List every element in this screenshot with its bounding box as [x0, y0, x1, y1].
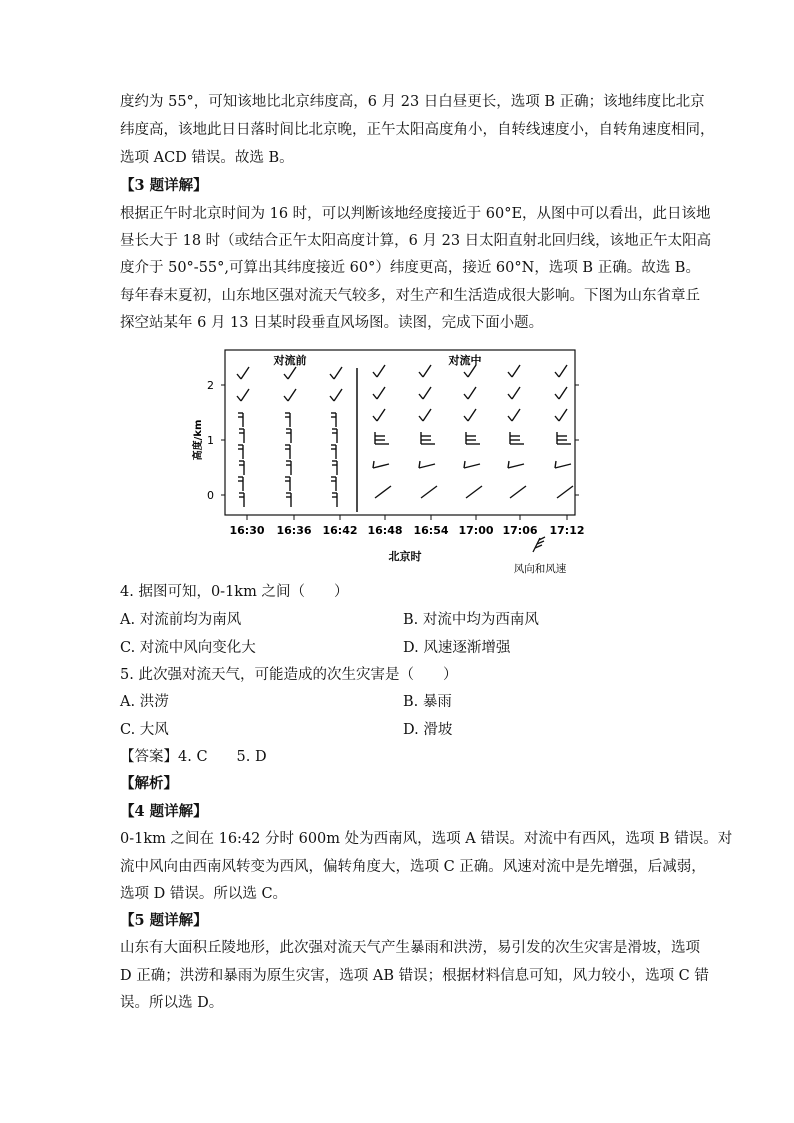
section-heading-q5: 【5 题详解】: [120, 912, 208, 929]
text-line: 探空站某年 6 月 13 日某时段垂直风场图。读图，完成下面小题。: [120, 315, 544, 331]
wind-barb-stroke: [377, 387, 385, 399]
x-tick-label: 16:36: [276, 524, 312, 537]
x-ticks: [247, 515, 567, 520]
x-tick-label: 16:48: [367, 524, 403, 537]
wind-barb-stroke: [559, 387, 567, 399]
wind-barb-stroke: [423, 365, 431, 377]
x-tick-label: 16:30: [229, 524, 265, 537]
wind-barb-stroke: [512, 365, 520, 377]
wind-barb-stroke: [508, 372, 512, 377]
wind-barb-stroke: [464, 461, 465, 468]
wind-barb-stroke: [464, 416, 468, 421]
wind-profile-figure: [190, 340, 610, 580]
wind-barb-stroke: [241, 389, 249, 401]
wind-barb-stroke: [419, 372, 423, 377]
wind-barb-stroke: [288, 367, 296, 379]
x-axis-label: 北京时: [388, 550, 422, 563]
wind-barb-stroke: [464, 464, 480, 468]
text-line: D 正确；洪涝和暴雨为原生灾害，选项 AB 错误；根据材料信息可知，风力较小，选项 C 错: [120, 968, 709, 984]
analysis-heading: 【解析】: [120, 775, 178, 792]
text-line: 选项 D 错误。所以选 C。: [120, 886, 288, 902]
wind-barb-stroke: [423, 409, 431, 421]
q5-option-a: A. 洪涝: [120, 694, 169, 710]
wind-barb-stroke: [423, 387, 431, 399]
wind-barb-stroke: [334, 389, 342, 401]
text-line: 山东有大面积丘陵地形，此次强对流天气产生暴雨和洪涝，易引发的次生灾害是滑坡，选项: [120, 940, 700, 956]
wind-barb-stroke: [375, 486, 391, 498]
question-5-stem: 5. 此次强对流天气，可能造成的次生灾害是（ ）: [120, 667, 458, 683]
wind-barb-stroke: [373, 464, 389, 468]
text-line: 纬度高，该地此日日落时间比北京晚，正午太阳高度角小，自转线速度小，自转角速度相同，: [120, 122, 715, 138]
wind-barb-stroke: [288, 389, 296, 401]
q4-option-a: A. 对流前均为南风: [120, 612, 242, 628]
wind-barb-stroke: [508, 464, 524, 468]
wind-barb-stroke: [555, 464, 571, 468]
wind-barb-stroke: [373, 372, 377, 377]
wind-barb-stroke: [468, 387, 476, 399]
section-heading-q3: 【3 题详解】: [120, 177, 208, 194]
x-tick-label: 16:54: [413, 524, 449, 537]
text-line: 每年春末夏初，山东地区强对流天气较多，对生产和生活造成很大影响。下图为山东省章丘: [120, 288, 700, 304]
wind-barb-stroke: [373, 394, 377, 399]
wind-barb-stroke: [559, 409, 567, 421]
wind-barb-stroke: [559, 365, 567, 377]
wind-barb-stroke: [555, 416, 559, 421]
text-line: 流中风向由西南风转变为西风，偏转角度大，选项 C 正确。风速对流中是先增强，后减弱，: [120, 859, 706, 875]
wind-barb-stroke: [508, 461, 509, 468]
wind-barb-stroke: [512, 409, 520, 421]
wind-barb-stroke: [373, 461, 374, 468]
x-tick-label: 17:00: [458, 524, 494, 537]
q5-option-c: C. 大风: [120, 722, 169, 738]
wind-barb-stroke: [373, 416, 377, 421]
x-tick-label: 17:12: [549, 524, 585, 537]
q4-option-b: B. 对流中均为西南风: [403, 612, 539, 628]
wind-barb-stroke: [377, 365, 385, 377]
wind-barb-stroke: [284, 396, 288, 401]
wind-barb-stroke: [508, 416, 512, 421]
q5-option-d: D. 滑坡: [403, 722, 453, 738]
y-tick-label: 2: [207, 379, 214, 392]
wind-barb-stroke: [555, 461, 556, 468]
label-before: 对流前: [273, 354, 307, 367]
legend-label: 风向和风速: [513, 563, 567, 575]
wind-barbs: [237, 365, 573, 507]
section-heading-q4: 【4 题详解】: [120, 803, 208, 820]
x-tick-label: 17:06: [502, 524, 538, 537]
wind-barb-stroke: [555, 372, 559, 377]
wind-barb-stroke: [419, 416, 423, 421]
wind-barb-stroke: [241, 367, 249, 379]
wind-barb-stroke: [557, 486, 573, 498]
wind-barb-stroke: [334, 367, 342, 379]
y-axis-label: 高度/km: [193, 419, 204, 461]
text-line: 误。所以选 D。: [120, 995, 224, 1011]
y-tick-label: 0: [207, 489, 214, 502]
wind-barb-stroke: [468, 409, 476, 421]
wind-barb-stroke: [508, 394, 512, 399]
wind-barb-stroke: [419, 461, 420, 468]
wind-barb-stroke: [512, 387, 520, 399]
wind-barb-stroke: [510, 486, 526, 498]
text-line: 度介于 50°-55°,可算出其纬度接近 60°）纬度更高，接近 60°N，选项 B 正确。故选 B。: [120, 260, 700, 276]
text-line: 0-1km 之间在 16:42 分时 600m 处为西南风，选项 A 错误。对流中有西风，选项 B 错误。对: [120, 831, 733, 847]
wind-barb-stroke: [466, 486, 482, 498]
wind-barb-stroke: [419, 394, 423, 399]
question-4-stem: 4. 据图可知，0-1km 之间（ ）: [120, 584, 349, 600]
text-line: 选项 ACD 错误。故选 B。: [120, 150, 294, 166]
wind-barb-stroke: [377, 409, 385, 421]
wind-barb-stroke: [555, 394, 559, 399]
text-line: 度约为 55°，可知该地比北京纬度高，6 月 23 日白昼更长，选项 B 正确；该地纬度比北京: [120, 94, 705, 110]
wind-barb-stroke: [237, 374, 241, 379]
y-tick-label: 1: [207, 434, 214, 447]
q5-option-b: B. 暴雨: [403, 694, 452, 710]
plot-frame: [225, 350, 575, 515]
wind-barb-stroke: [330, 374, 334, 379]
answer-line: 【答案】4. C 5. D: [120, 749, 267, 765]
wind-barb-stroke: [419, 464, 435, 468]
wind-barb-stroke: [237, 396, 241, 401]
label-during: 对流中: [448, 354, 482, 367]
wind-barb-stroke: [464, 394, 468, 399]
text-line: 昼长大于 18 时（或结合正午太阳高度计算，6 月 23 日太阳直射北回归线，该地正午太阳高: [120, 233, 712, 249]
wind-barb-stroke: [421, 486, 437, 498]
text-line: 根据正午时北京时间为 16 时，可以判断该地经度接近于 60°E，从图中可以看出，此日该地: [120, 206, 711, 222]
wind-chart: [190, 340, 610, 580]
wind-barb-stroke: [330, 396, 334, 401]
wind-barb-stroke: [284, 374, 288, 379]
q4-option-c: C. 对流中风向变化大: [120, 640, 256, 656]
wind-barb-stroke: [464, 372, 468, 377]
q4-option-d: D. 风速逐渐增强: [403, 640, 511, 656]
legend-barb-icon: [533, 537, 545, 552]
x-tick-label: 16:42: [322, 524, 358, 537]
